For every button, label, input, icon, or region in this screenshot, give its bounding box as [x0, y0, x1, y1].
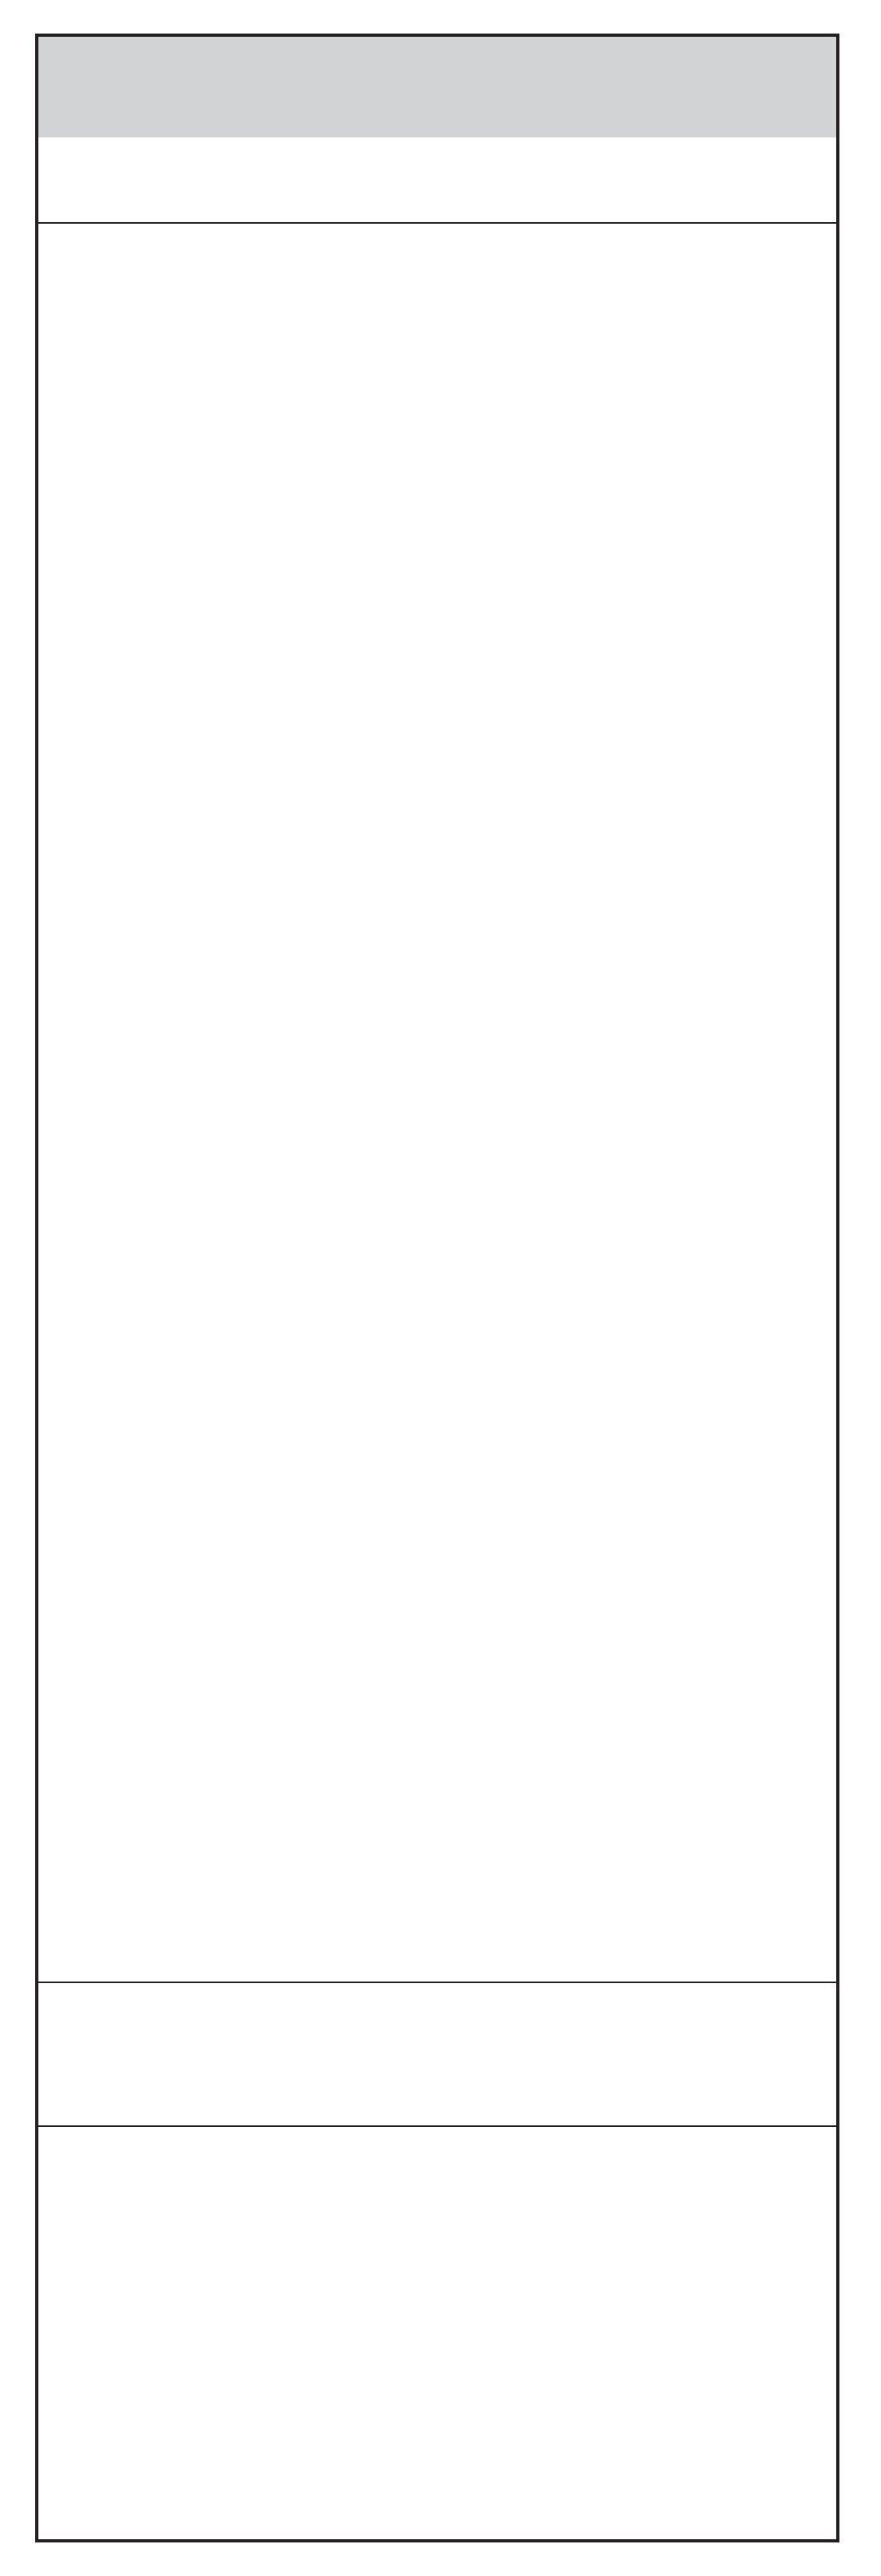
- abbreviations: [38, 1982, 836, 1988]
- footnotes: [38, 2125, 836, 2127]
- table-body: [38, 243, 836, 1966]
- table-frame: [35, 34, 839, 2542]
- table-header: [38, 139, 836, 224]
- table-caption: [38, 37, 836, 137]
